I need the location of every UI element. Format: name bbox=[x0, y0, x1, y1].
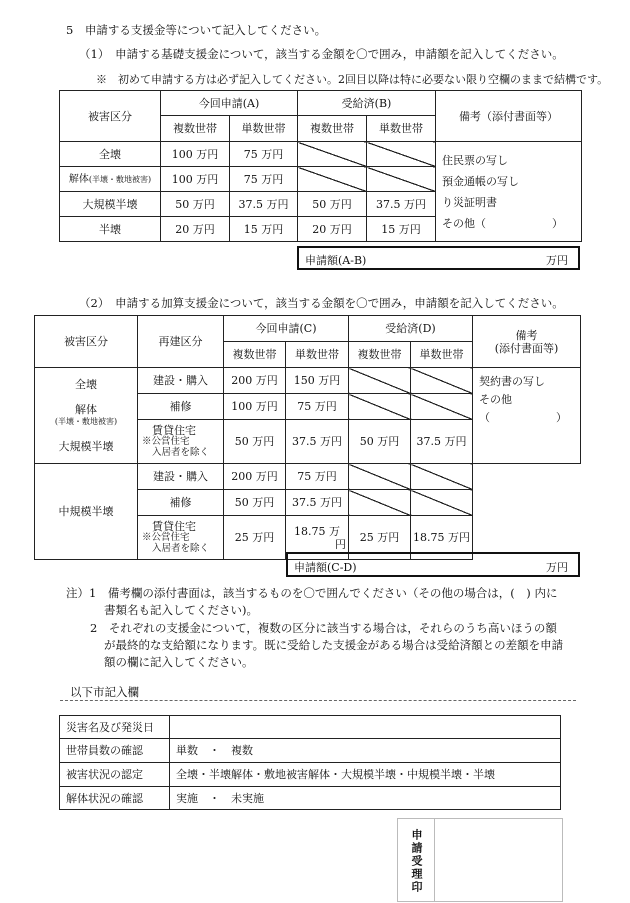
rebuild-label: 賃貸住宅 ※公営住宅 入居者を除く bbox=[138, 516, 224, 560]
blank-cell bbox=[298, 167, 367, 192]
amount-cell[interactable]: 20 万円 bbox=[298, 217, 367, 242]
blank-cell bbox=[349, 464, 411, 490]
instruction-note: ※ 初めて申請する方は必ず記入してください。2回目以降は特に必要ない限り空欄のままで結構です。 bbox=[96, 73, 609, 86]
field-value[interactable] bbox=[170, 716, 561, 739]
blank-cell bbox=[411, 490, 473, 516]
header-remarks: 備考（添付書面等） bbox=[436, 91, 582, 142]
note-2-cont: 額の欄に記入してください。 bbox=[104, 655, 254, 669]
header-damage-category: 被害区分 bbox=[60, 91, 161, 142]
city-use-table bbox=[59, 715, 561, 810]
stamp-label: 申請受理印 bbox=[410, 829, 423, 894]
rebuild-label: 補修 bbox=[138, 394, 224, 420]
amount-cell[interactable]: 18.75 万円 bbox=[411, 516, 473, 560]
basic-support-table bbox=[59, 90, 582, 242]
stamp-area bbox=[397, 818, 563, 902]
amount-cell[interactable]: 75 万円 bbox=[230, 142, 298, 167]
application-amount-box[interactable] bbox=[286, 552, 580, 577]
blank-cell bbox=[349, 490, 411, 516]
blank-cell bbox=[367, 167, 436, 192]
row-label: 大規模半壊 bbox=[60, 192, 161, 217]
blank-cell bbox=[367, 142, 436, 167]
amount-cell[interactable]: 200 万円 bbox=[224, 464, 286, 490]
row-label: 半壊 bbox=[60, 217, 161, 242]
section-heading: 5 申請する支援金等について記入してください。 bbox=[66, 23, 327, 37]
header-multi: 複数世帯 bbox=[224, 342, 286, 368]
remarks-cell[interactable] bbox=[436, 142, 582, 242]
amount-cell[interactable]: 25 万円 bbox=[349, 516, 411, 560]
amount-cell[interactable]: 50 万円 bbox=[161, 192, 230, 217]
header-multi: 複数世帯 bbox=[161, 116, 230, 142]
remark-item[interactable]: その他（ ） bbox=[442, 216, 564, 230]
instruction-basic: （1） 申請する基礎支援金について，該当する金額を〇で囲み，申請額を記入してください。 bbox=[79, 47, 564, 61]
amount-cell[interactable]: 50 万円 bbox=[224, 420, 286, 464]
group-label-2: 中規模半壊 bbox=[35, 464, 138, 560]
header-single: 単数世帯 bbox=[286, 342, 349, 368]
empty-cell bbox=[473, 464, 581, 560]
blank-cell bbox=[411, 368, 473, 394]
header-damage-category: 被害区分 bbox=[35, 316, 138, 368]
amount-cell[interactable]: 37.5 万円 bbox=[230, 192, 298, 217]
remark-item[interactable]: 契約書の写し bbox=[479, 375, 545, 388]
header-single: 単数世帯 bbox=[230, 116, 298, 142]
field-label: 災害名及び発災日 bbox=[60, 716, 170, 739]
amount-cell[interactable]: 75 万円 bbox=[230, 167, 298, 192]
field-value[interactable]: 実施 ・ 未実施 bbox=[170, 787, 561, 810]
row-label: 全壊 bbox=[60, 142, 161, 167]
amount-cell[interactable]: 200 万円 bbox=[224, 368, 286, 394]
stamp-label-cell bbox=[398, 819, 435, 901]
remark-item[interactable]: 住民票の写し bbox=[442, 153, 509, 167]
amount-cell[interactable]: 37.5 万円 bbox=[286, 420, 349, 464]
instruction-additional: （2） 申請する加算支援金について，該当する金額を〇で囲み，申請額を記入してください。 bbox=[79, 296, 564, 310]
amount-cell[interactable]: 100 万円 bbox=[161, 167, 230, 192]
header-current-application: 今回申請(A) bbox=[161, 91, 298, 116]
field-value[interactable]: 単数 ・ 複数 bbox=[170, 739, 561, 763]
note-1: 注）1 備考欄の添付書面は，該当するものを〇で囲んでください（その他の場合は，( ) 内に bbox=[66, 586, 558, 600]
header-multi: 複数世帯 bbox=[298, 116, 367, 142]
group-label-1: 全壊 解体 (半壊・敷地被害) 大規模半壊 bbox=[35, 368, 138, 464]
amount-cell[interactable]: 15 万円 bbox=[367, 217, 436, 242]
amount-cell[interactable]: 37.5 万円 bbox=[411, 420, 473, 464]
rebuild-label: 補修 bbox=[138, 490, 224, 516]
amount-cell[interactable]: 37.5 万円 bbox=[286, 490, 349, 516]
header-single: 単数世帯 bbox=[367, 116, 436, 142]
amount-cell[interactable]: 75 万円 bbox=[286, 464, 349, 490]
header-single: 単数世帯 bbox=[411, 342, 473, 368]
field-value[interactable]: 全壊・半壊解体・敷地被害解体・大規模半壊・中規模半壊・半壊 bbox=[170, 763, 561, 787]
header-rebuild-category: 再建区分 bbox=[138, 316, 224, 368]
header-received: 受給済(D) bbox=[349, 316, 473, 342]
amount-cell[interactable]: 15 万円 bbox=[230, 217, 298, 242]
blank-cell bbox=[411, 394, 473, 420]
header-remarks: 備考 (添付書面等) bbox=[473, 316, 581, 368]
field-label: 解体状況の確認 bbox=[60, 787, 170, 810]
amount-cell[interactable]: 75 万円 bbox=[286, 394, 349, 420]
note-2-cont: が最終的な支給額になります。既に受給した支援金がある場合は受給済額との差額を申請 bbox=[104, 638, 564, 652]
header-received: 受給済(B) bbox=[298, 91, 436, 116]
rebuild-label: 建設・購入 bbox=[138, 368, 224, 394]
additional-support-table bbox=[34, 315, 581, 560]
amount-cell[interactable]: 20 万円 bbox=[161, 217, 230, 242]
blank-cell bbox=[349, 394, 411, 420]
field-label: 世帯員数の確認 bbox=[60, 739, 170, 763]
application-amount-box[interactable] bbox=[297, 246, 580, 270]
total-unit: 万円 bbox=[546, 254, 568, 267]
row-label: 解体(半壊・敷地被害) bbox=[60, 167, 161, 192]
amount-cell[interactable]: 50 万円 bbox=[224, 490, 286, 516]
header-current-application: 今回申請(C) bbox=[224, 316, 349, 342]
remark-item[interactable]: 預金通帳の写し bbox=[442, 174, 520, 188]
blank-cell bbox=[298, 142, 367, 167]
blank-cell bbox=[349, 368, 411, 394]
total-label: 申請額(A-B) bbox=[305, 254, 367, 267]
total-label: 申請額(C-D) bbox=[294, 561, 357, 574]
remark-item[interactable]: その他 bbox=[479, 393, 512, 406]
amount-cell[interactable]: 100 万円 bbox=[161, 142, 230, 167]
divider bbox=[60, 700, 576, 701]
amount-cell[interactable]: 150 万円 bbox=[286, 368, 349, 394]
rebuild-label: 建設・購入 bbox=[138, 464, 224, 490]
remark-item[interactable]: （ ） bbox=[479, 411, 567, 424]
city-section-label: 以下市記入欄 bbox=[70, 685, 139, 699]
remark-item[interactable]: り災証明書 bbox=[442, 195, 498, 209]
amount-cell[interactable]: 50 万円 bbox=[349, 420, 411, 464]
amount-cell[interactable]: 50 万円 bbox=[298, 192, 367, 217]
rebuild-label: 賃貸住宅 ※公営住宅 入居者を除く bbox=[138, 420, 224, 464]
amount-cell[interactable]: 18.75 万 円 bbox=[286, 516, 349, 560]
header-multi: 複数世帯 bbox=[349, 342, 411, 368]
remarks-cell[interactable] bbox=[473, 368, 581, 464]
field-label: 被害状況の認定 bbox=[60, 763, 170, 787]
total-unit: 万円 bbox=[546, 561, 568, 574]
note-2: 2 それぞれの支援金について，複数の区分に該当する場合は，それらのうち高いほうの額 bbox=[90, 621, 557, 635]
amount-cell[interactable]: 37.5 万円 bbox=[367, 192, 436, 217]
blank-cell bbox=[411, 464, 473, 490]
amount-cell[interactable]: 100 万円 bbox=[224, 394, 286, 420]
note-1-cont: 書類名も記入してください)。 bbox=[104, 603, 258, 617]
amount-cell[interactable]: 25 万円 bbox=[224, 516, 286, 560]
